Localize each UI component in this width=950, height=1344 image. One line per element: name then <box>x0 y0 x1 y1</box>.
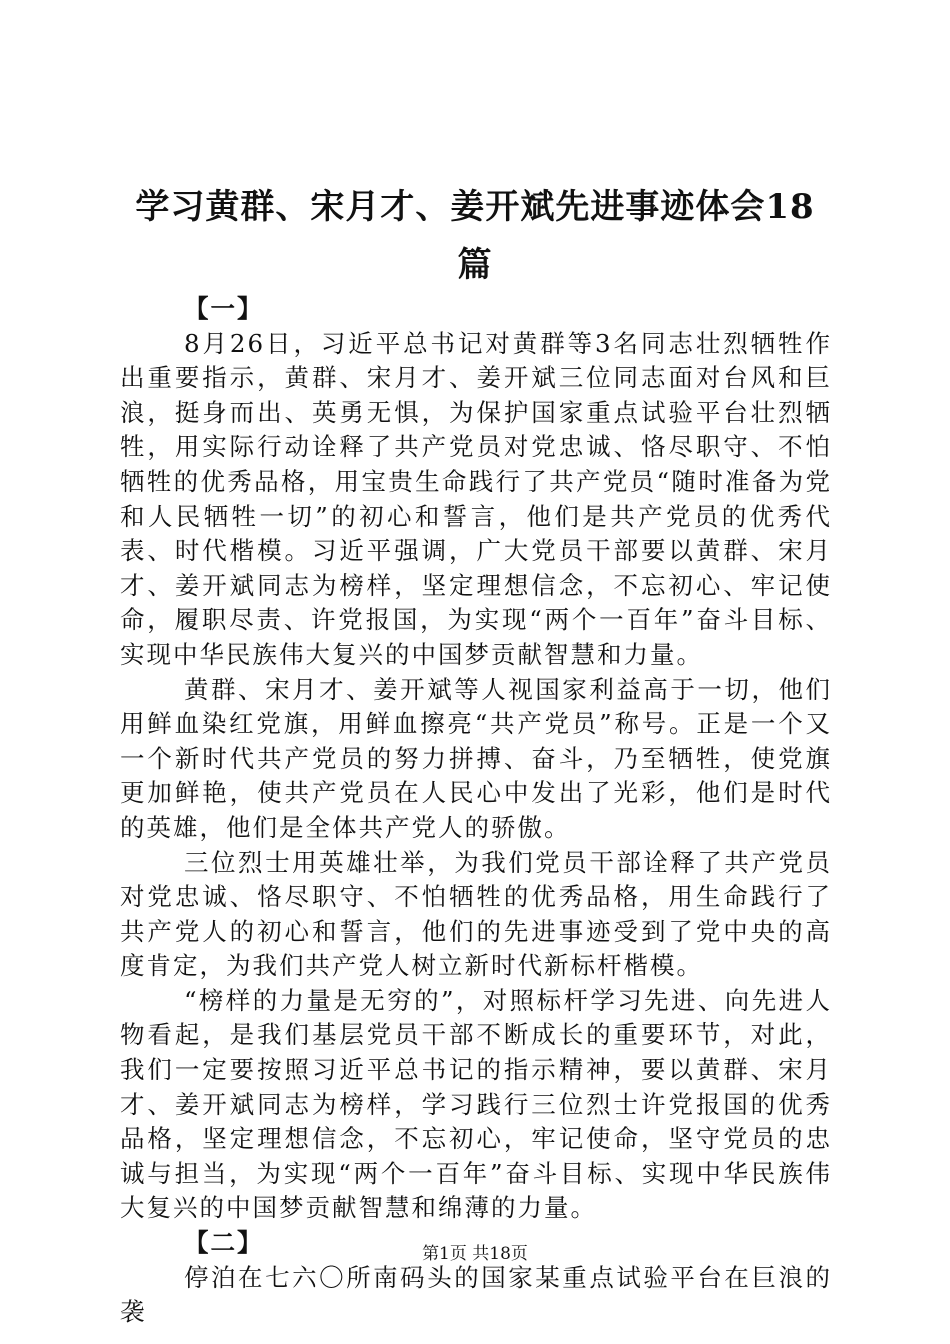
section-heading: 【二】 <box>184 1228 264 1258</box>
paragraph: 三位烈士用英雄壮举，为我们党员干部诠释了共产党员对党忠诚、恪尽职守、不怕牺牲的优秀品格，用生命践行了共产党人的初心和誓言，他们的先进事迹受到了党中央的高度肯定，为我们共产党人树立新时代新标杆楷模。 <box>120 847 832 981</box>
section-heading: 【一】 <box>184 294 264 323</box>
paragraph: “榜样的力量是无穷的”，对照标杆学习先进、向先进人物看起，是我们基层党员干部不断成长的重要环节，对此，我们一定要按照习近平总书记的指示精神，要以黄群、宋月才、姜开斌同志为榜样，学习践行三位烈士许党报国的优秀品格，坚定理想信念，不忘初心，牢记使命，坚守党员的忠诚与担当，为实现“两个一百年”奋斗目标、实现中华民族伟大复兴的中国梦贡献智慧和绵薄的力量。 <box>120 985 832 1223</box>
document-title: 学习黄群、宋月才、姜开斌先进事迹体会18篇 <box>135 187 815 285</box>
paragraph: 8月26日，习近平总书记对黄群等3名同志壮烈牺牲作出重要指示，黄群、宋月才、姜开斌三位同志面对台风和巨浪，挺身而出、英勇无惧，为保护国家重点试验平台壮烈牺牲，用实际行动诠释了共产党员对党忠诚、恪尽职守、不怕牺牲的优秀品格，用宝贵生命践行了共产党员“随时准备为党和人民牺牲一切”的初心和誓言，他们是共产党员的优秀代表、时代楷模。习近平强调，广大党员干部要以黄群、宋月才、姜开斌同志为榜样，坚定理想信念，不忘初心、牢记使命，履职尽责、许党报国，为实现“两个一百年”奋斗目标、实现中华民族伟大复兴的中国梦贡献智慧和力量。 <box>120 328 832 669</box>
page-footer: 第1页 共18页 <box>422 1244 528 1264</box>
document-body <box>120 292 832 1330</box>
paragraph: 黄群、宋月才、姜开斌等人视国家利益高于一切，他们用鲜血染红党旗，用鲜血擦亮“共产党员”称号。正是一个又一个新时代共产党员的努力拼搏、奋斗，乃至牺牲，使党旗更加鲜艳，使共产党员在人民心中发出了光彩，他们是时代的英雄，他们是全体共产党人的骄傲。 <box>120 674 832 842</box>
paragraph: 停泊在七六〇所南码头的国家某重点试验平台在巨浪的袭 <box>120 1262 832 1327</box>
